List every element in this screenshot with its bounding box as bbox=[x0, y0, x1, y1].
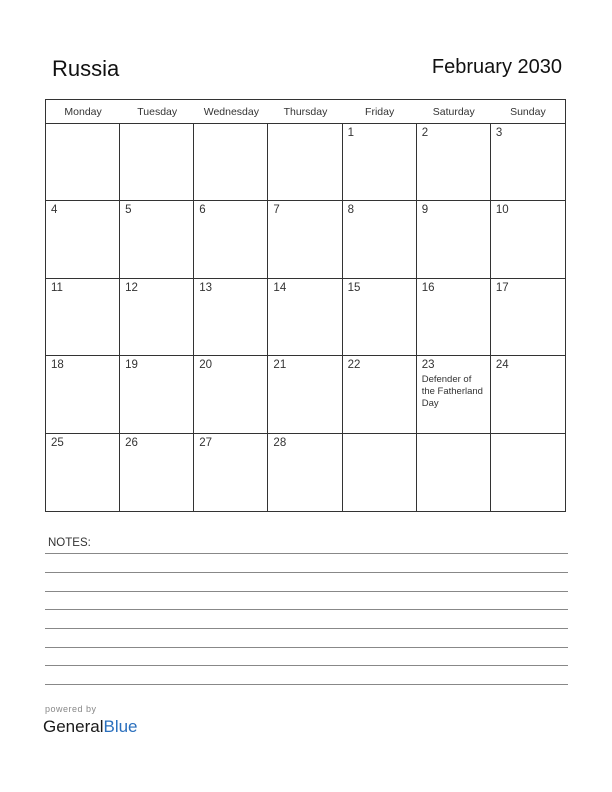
day-cell bbox=[491, 434, 565, 511]
weekday-sunday: Sunday bbox=[510, 106, 546, 118]
day-number: 25 bbox=[51, 436, 64, 449]
day-cell bbox=[194, 279, 268, 356]
day-number: 14 bbox=[273, 281, 287, 294]
month-year-title: February 2030 bbox=[431, 56, 562, 78]
day-number: 18 bbox=[51, 359, 64, 372]
calendar-grid bbox=[45, 99, 566, 512]
note-line bbox=[45, 572, 568, 573]
day-cell bbox=[194, 356, 268, 433]
day-cell bbox=[491, 279, 565, 356]
day-cell bbox=[120, 356, 194, 433]
day-number: 5 bbox=[125, 204, 132, 217]
generalblue-logo bbox=[43, 717, 138, 737]
brand-general: General bbox=[43, 717, 104, 736]
day-cell bbox=[194, 201, 268, 278]
day-cell bbox=[491, 124, 565, 201]
day-cell bbox=[268, 279, 342, 356]
day-cell bbox=[343, 356, 417, 433]
day-number: 26 bbox=[125, 436, 138, 449]
day-number: 27 bbox=[199, 436, 213, 449]
day-cell bbox=[120, 434, 194, 511]
day-number: 17 bbox=[495, 281, 509, 294]
day-number: 12 bbox=[125, 281, 138, 294]
day-number: 3 bbox=[495, 127, 503, 139]
country-title: Russia bbox=[52, 56, 120, 81]
weekday-thursday: Thursday bbox=[283, 106, 328, 118]
day-number: 4 bbox=[51, 204, 58, 217]
day-number: 7 bbox=[273, 204, 280, 217]
day-cell bbox=[417, 201, 491, 278]
day-cell bbox=[194, 124, 268, 201]
day-number: 16 bbox=[421, 281, 435, 294]
day-number: 24 bbox=[495, 359, 509, 372]
day-cell bbox=[268, 356, 342, 433]
holiday-label: Defender of the Fatherland Day bbox=[421, 374, 483, 410]
day-number: 1 bbox=[347, 127, 354, 139]
brand-blue: Blue bbox=[103, 717, 138, 736]
day-cell bbox=[268, 201, 342, 278]
day-number: 28 bbox=[273, 436, 287, 449]
day-cell bbox=[417, 434, 491, 511]
weekday-header-row bbox=[46, 100, 565, 124]
day-number: 23 bbox=[421, 359, 435, 372]
day-cell bbox=[194, 434, 268, 511]
day-cell bbox=[46, 279, 120, 356]
note-line bbox=[45, 665, 568, 666]
day-cell bbox=[120, 279, 194, 356]
day-cell bbox=[343, 279, 417, 356]
day-number: 2 bbox=[421, 127, 429, 139]
powered-by-text: powered by bbox=[45, 704, 97, 714]
day-number: 6 bbox=[199, 204, 206, 217]
day-cell bbox=[417, 124, 491, 201]
day-cell bbox=[268, 124, 342, 201]
note-line bbox=[45, 628, 568, 629]
weekday-wednesday: Wednesday bbox=[203, 106, 259, 118]
weekday-monday: Monday bbox=[64, 106, 102, 118]
day-cell bbox=[417, 279, 491, 356]
day-cell bbox=[46, 124, 120, 201]
day-number: 10 bbox=[495, 204, 509, 217]
day-cell bbox=[417, 356, 491, 433]
day-cell bbox=[343, 201, 417, 278]
day-cell bbox=[491, 201, 565, 278]
day-cell bbox=[343, 434, 417, 511]
day-number: 22 bbox=[347, 359, 361, 372]
day-number: 20 bbox=[199, 359, 213, 372]
note-line bbox=[45, 609, 568, 610]
day-cell bbox=[46, 356, 120, 433]
day-cells bbox=[46, 124, 565, 511]
day-cell bbox=[343, 124, 417, 201]
day-number: 11 bbox=[51, 281, 63, 294]
note-line bbox=[45, 684, 568, 685]
weekday-saturday: Saturday bbox=[432, 106, 475, 118]
day-number: 9 bbox=[421, 204, 429, 217]
note-line bbox=[45, 591, 568, 592]
weekday-tuesday: Tuesday bbox=[137, 106, 178, 118]
note-line bbox=[45, 553, 568, 554]
day-cell bbox=[491, 356, 565, 433]
day-number: 13 bbox=[199, 281, 213, 294]
day-number: 15 bbox=[347, 281, 361, 294]
day-cell bbox=[46, 434, 120, 511]
day-cell bbox=[46, 201, 120, 278]
day-cell bbox=[268, 434, 342, 511]
weekday-friday: Friday bbox=[365, 106, 395, 118]
day-cell bbox=[120, 201, 194, 278]
note-line bbox=[45, 647, 568, 648]
notes-label: NOTES: bbox=[48, 537, 91, 549]
day-number: 19 bbox=[125, 359, 138, 372]
day-number: 21 bbox=[273, 359, 287, 372]
day-number: 8 bbox=[347, 204, 354, 217]
day-cell bbox=[120, 124, 194, 201]
